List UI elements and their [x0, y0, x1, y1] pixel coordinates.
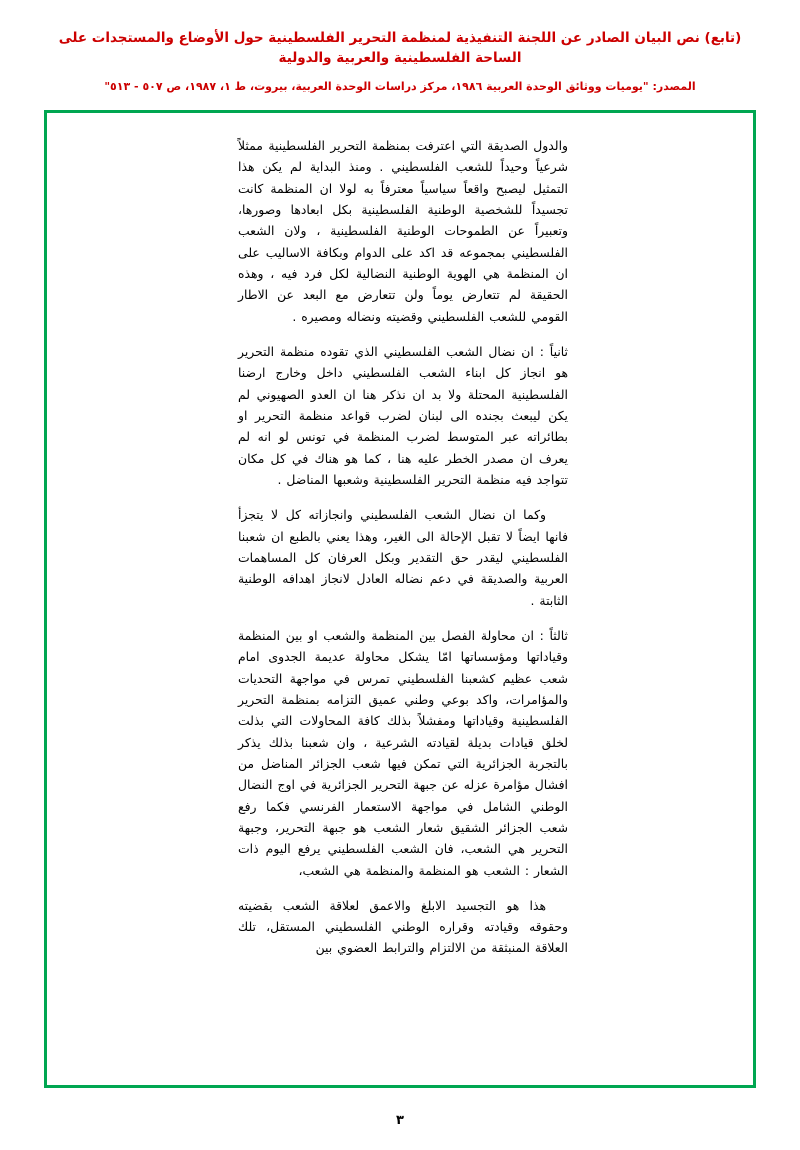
page-number: ٣ — [396, 1113, 404, 1128]
paragraph: هذا هو التجسيد الابلغ والاعمق لعلاقة الشعب بقضيته وحقوقه وقيادته وقراره الوطني الفلسطيني المستقل، تلك العلاقة المنبثقة من الالتزام والترابط العضوي بين — [238, 897, 568, 956]
content-frame — [44, 110, 756, 1088]
paragraph: وكما ان نضال الشعب الفلسطيني وانجازاته كل لا يتجزأ فانها ايضاً لا تقبل الإحالة الى الغير، وهذا يعني بالطبع ان شعبنا الفلسطيني ليقدر حق التقدير وبكل العرفان كل المساهمات العربية والصديقة في دعم نضاله العادل لانجاز اهدافه الوطنية الثابتة . — [238, 507, 568, 608]
document-header — [0, 0, 800, 95]
header-source: المصدر: "يوميات ووثائق الوحدة العربية ١٩٨٦، مركز دراسات الوحدة العربية، بيروت، ط ١، ١٩٨٧، ص ٥٠٧ - ٥١٣" — [104, 79, 696, 93]
content-frame-inner — [47, 113, 753, 1085]
header-title: (تابع) نص البيان الصادر عن اللجنة التنفيذية لمنظمة التحرير الفلسطينية حول الأوضاع والمستجدات على الساحة الفلسطينية والعربية والدولية — [58, 30, 742, 67]
paragraph: ثانياً : ان نضال الشعب الفلسطيني الذي تقوده منظمة التحرير هو انجاز كل ابناء الشعب الفلسطيني داخل وخارج ارضنا الفلسطينية المحتلة ولا بد ان نذكر هنا ان العدو الصهيوني لم يكن ليبعث بجنده الى لبنان لضرب قواعد منظمة التحرير او بطائراته عبر المتوسط لضرب المنظمة في تونس لو انه لم يعرف ان مصدر الخطر عليه هنا ، كما هو هناك في كل مكان تتواجد فيه منظمة التحرير الفلسطينية وشعبها المناضل . — [238, 343, 568, 487]
paragraph: والدول الصديقة التي اعترفت بمنظمة التحرير الفلسطينية ممثلاً شرعياً وحيداً للشعب الفلسطيني . ومنذ البداية لم يكن هذا التمثيل ليصبح واقعاً سياسياً معترفاً به لولا ان المنظمة كانت تجسيداً للشخصية الوطنية الفلسطينية بكل ابعادها وصورها، وتعبيراً عن الطموحات الوطنية الفلسطينية ، ولان الشعب الفلسطيني بمجموعه قد اكد على الدوام وبكافة الاساليب على ان المنظمة هي الهوية الوطنية النضالية لكل فرد فيه ، وهذه الحقيقة لم تتعارض يوماً ولن تتعارض مع البعد عن الاطار القومي للشعب الفلسطيني وقضيته ونضاله ومصيره . — [238, 138, 568, 324]
text-column — [238, 135, 568, 959]
paragraph: ثالثاً : ان محاولة الفصل بين المنظمة والشعب او بين المنظمة وقياداتها ومؤسساتها امّا يشكل محاولة عديمة الجدوى امام شعب عظيم كشعبنا الفلسطيني تمرس في مواجهة التحديات والمؤامرات، واكد بوعي وطني عميق التزامه بمنظمة التحرير الفلسطينية وقياداتها ومفشلاً بذلك كافة المحاولات التي بذلت لخلق قيادات بديلة لقيادته الشرعية ، وان شعبنا بذلك يذكر بالتجربة الجزائرية التي تمكن فيها شعب الجزائر المناضل من افشال مؤامرة عزله عن جبهة التحرير الجزائرية في اوج النضال الوطني الشامل في مواجهة الاستعمار الفرنسي فكما رفع شعب الجزائر الشقيق شعار الشعب هو جبهة التحرير، وجبهة التحرير هي الشعب، فان الشعب الفلسطيني يرفع اليوم ذات الشعار : الشعب هو المنظمة والمنظمة هي الشعب، — [238, 627, 568, 878]
